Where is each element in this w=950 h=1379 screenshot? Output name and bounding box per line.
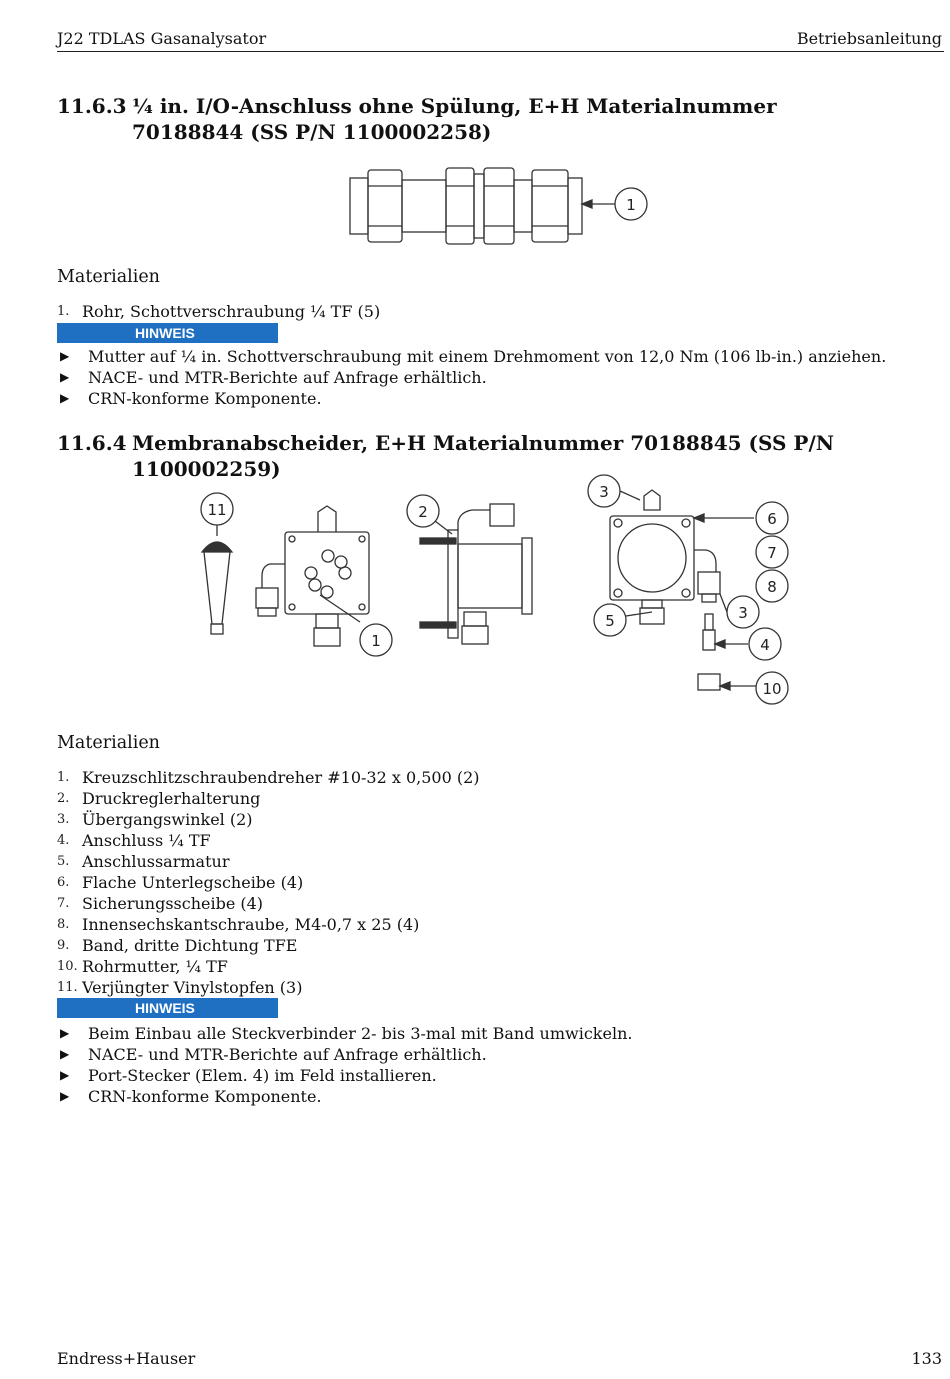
- footer-company: Endress+Hauser: [57, 1349, 196, 1368]
- list-item: ▶ NACE- und MTR-Berichte auf Anfrage erhältlich.: [60, 1045, 487, 1064]
- callout-6-label: 6: [767, 510, 777, 528]
- list-item: ▶ NACE- und MTR-Berichte auf Anfrage erhältlich.: [60, 368, 487, 387]
- list-item: ▶ Mutter auf ¼ in. Schottverschraubung mit einem Drehmoment von 12,0 Nm (106 lb-in.) anziehen.: [60, 347, 887, 366]
- notice-banner-1: HINWEIS: [57, 323, 278, 343]
- notice-banner-2: HINWEIS: [57, 998, 278, 1018]
- list-item: 10. Rohrmutter, ¼ TF: [57, 957, 228, 976]
- header-document-type: Betriebsanleitung: [796, 29, 942, 48]
- callout-2-label: 2: [418, 503, 428, 521]
- materials-heading-1: Materialien: [57, 267, 160, 287]
- list-item: 1. Rohr, Schottverschraubung ¼ TF (5): [57, 302, 381, 321]
- list-item: 9. Band, dritte Dichtung TFE: [57, 936, 298, 955]
- list-item: ▶ Beim Einbau alle Steckverbinder 2- bis 3-mal mit Band umwickeln.: [60, 1024, 633, 1043]
- list-item: 3. Übergangswinkel (2): [57, 810, 253, 829]
- page-number: 133: [911, 1349, 942, 1368]
- bullet-triangle-icon: ▶: [60, 1068, 70, 1082]
- list-item: 4. Anschluss ¼ TF: [57, 831, 211, 850]
- bullet-triangle-icon: ▶: [60, 391, 70, 405]
- callout-1-label-b: 1: [371, 632, 381, 650]
- section-title-text: ¼ in. I/O-Anschluss ohne Spülung, E+H Materialnummer 70188844 (SS P/N 1100002258): [132, 94, 777, 144]
- list-item: 2. Druckreglerhalterung: [57, 789, 261, 808]
- bulkhead-fitting-figure: [340, 160, 660, 250]
- materials-list-2: [57, 767, 480, 998]
- bullet-triangle-icon: ▶: [60, 370, 70, 384]
- bullet-triangle-icon: ▶: [60, 1089, 70, 1103]
- materials-heading-2: Materialien: [57, 733, 160, 753]
- notice-list-2: [60, 1023, 632, 1107]
- callout-8-label: 8: [767, 578, 777, 596]
- section-title-11-6-3: [57, 93, 887, 145]
- list-item: ▶ Port-Stecker (Elem. 4) im Feld installieren.: [60, 1066, 437, 1085]
- section-number: 11.6.4: [57, 431, 127, 455]
- callout-5-label: 5: [605, 612, 615, 630]
- callout-7-label: 7: [767, 544, 777, 562]
- list-item: ▶ CRN-konforme Komponente.: [60, 1087, 322, 1106]
- callout-10-label: 10: [762, 680, 782, 698]
- callout-1-label: 1: [626, 196, 636, 214]
- membrane-separator-figure: [190, 472, 800, 710]
- bullet-triangle-icon: ▶: [60, 1047, 70, 1061]
- list-item: ▶ CRN-konforme Komponente.: [60, 389, 322, 408]
- callout-3-label-b: 3: [738, 604, 748, 622]
- notice-list-1: [60, 346, 886, 409]
- header-document-title: J22 TDLAS Gasanalysator: [57, 29, 267, 48]
- bullet-triangle-icon: ▶: [60, 1026, 70, 1040]
- section-number: 11.6.3: [57, 94, 127, 118]
- materials-list-1: [57, 301, 380, 322]
- section-title-text: Membranabscheider, E+H Materialnummer 70188845 (SS P/N 1100002259): [132, 431, 835, 481]
- bullet-triangle-icon: ▶: [60, 349, 70, 363]
- list-item: 7. Sicherungsscheibe (4): [57, 894, 264, 913]
- header-divider: [57, 51, 944, 52]
- list-item: 1. Kreuzschlitzschraubendreher #10-32 x 0,500 (2): [57, 768, 480, 787]
- list-item: 8. Innensechskantschraube, M4-0,7 x 25 (4): [57, 915, 420, 934]
- list-item: 6. Flache Unterlegscheibe (4): [57, 873, 304, 892]
- list-item: 5. Anschlussarmatur: [57, 852, 230, 871]
- callout-11-label: 11: [207, 501, 227, 519]
- callout-4-label: 4: [760, 636, 770, 654]
- list-item: 11. Verjüngter Vinylstopfen (3): [57, 978, 303, 997]
- callout-3-label-a: 3: [599, 483, 609, 501]
